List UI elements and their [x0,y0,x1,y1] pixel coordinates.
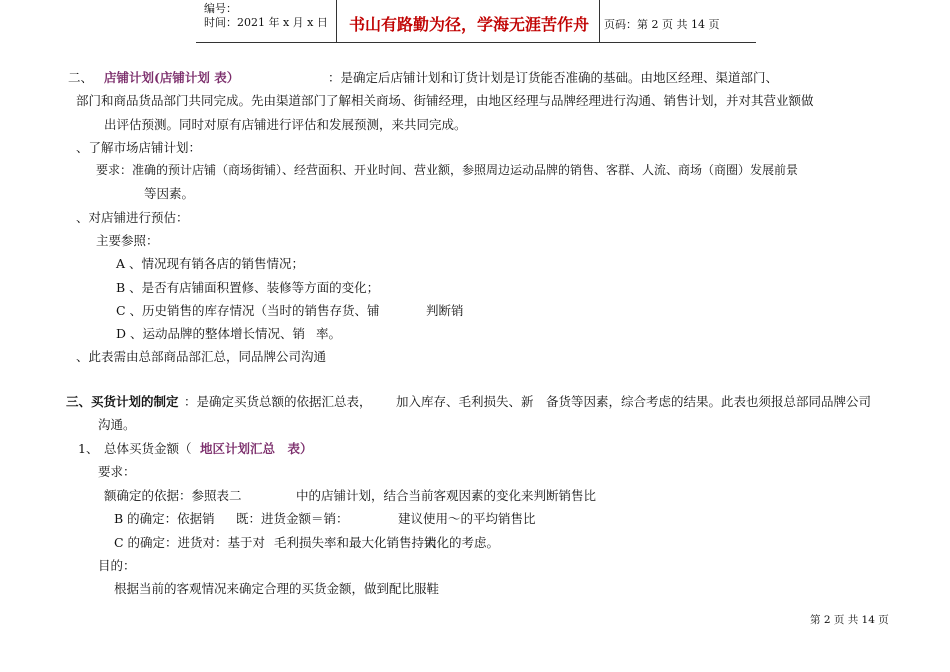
reference-d: D 、运动品牌的整体增长情况、销 [116,326,305,341]
purpose-label: 目的： [98,558,136,573]
section2-number: 二、 [68,70,94,85]
header-motto: 书山有路勤为径，学海无涯苦作舟 [349,15,590,34]
requirement-a-cont2: 观因素的变化来判断销售比 [446,488,597,503]
requirement-c-cont: 毛利损失率和最大化销售持销 [274,535,437,550]
requirement-a: 额确定的依据：参照表二 [104,488,242,503]
reference-a: A 、情况现有销各店的销售情况； [116,256,305,271]
section2-intro-line3: 出评估预测。同时对原有店铺进行评估和发展预测，来共同完成。 [104,117,467,132]
reference-d-cont: 率。 [316,326,342,341]
footer-page-number: 第 2 页 共 14 页 [810,614,889,626]
section3-item1-table-ref: 地区计划汇总 表） [200,441,313,456]
header-page-label: 页码：第 2 页 共 14 页 [604,18,720,31]
page-header [196,0,756,43]
requirement-a-cont: 中的店铺计划，结合当前客 [296,488,447,503]
requirement-b: B 的确定：依据销 [114,511,215,526]
header-motto-cell [336,0,600,42]
section2-note: 、此表需由总部商品部汇总，同品牌公司沟通 [76,349,327,364]
requirement-c-cont2: 大化的考虑。 [424,535,500,550]
requirement-b-cont2: 建议使用～的平均销售比 [398,511,536,526]
document-time: 时间：2021 年 x 月 x 日 [204,16,328,29]
header-left-cell [196,0,336,42]
requirement-label: 要求： [98,464,136,479]
reference-c-cont: 判断销 [426,303,464,318]
requirement-c: C 的确定：进货对：基于对 [114,535,266,550]
purpose-text: 根据当前的客观情况来确定合理的买货金额，做到配比服鞋 [114,581,440,596]
section3-intro-a: ：是确定买货总额的依据汇总表， [184,394,372,409]
section2-item1-requirement: 要求：准确的预计店铺（商场街铺）、经营面积、开业时间、营业额，参照周边运动品牌的销售、客群、人流、商场（商圈）发展前景 [96,163,799,177]
section2-title: 店铺计划(店铺计划 表） [104,70,240,85]
section2-item2-title: 、对店铺进行预估： [76,210,189,225]
document-number-label: 编号： [204,2,237,15]
section2-item1-requirement-cont: 等因素。 [144,186,195,201]
section3-intro-line2: 沟通。 [98,417,136,432]
section3-title: 三、买货计划的制定 [66,394,179,409]
section3-item1-title: 总体买货金额（ [104,441,192,456]
section3-item1-number: 1、 [78,441,99,456]
section2-intro-line2: 部门和商品货品部门共同完成。先由渠道部门了解相关商场、街铺经理，由地区经理与品牌经理进行沟通、销售计划，并对其营业额做 [76,93,814,108]
reference-label: 主要参照： [96,233,159,248]
section2-item1-title: 、了解市场店铺计划： [76,140,202,155]
section2-intro-line1: ：是确定后店铺计划和订货计划是订货能否准确的基础。由地区经理、渠道部门、 [328,70,779,85]
header-page-cell [598,0,756,42]
section3-intro-b: 加入库存、毛利损失、新 [396,394,534,409]
reference-b: B 、是否有店铺面积置修、装修等方面的变化； [116,280,380,295]
section3-intro-c: 备货等因素，综合考虑的结果。此表也须报总部同品牌公司 [546,394,872,409]
requirement-b-cont: 既：进货金额＝销： [236,511,349,526]
reference-c: C 、历史销售的库存情况（当时的销售存货、铺 [116,303,380,318]
